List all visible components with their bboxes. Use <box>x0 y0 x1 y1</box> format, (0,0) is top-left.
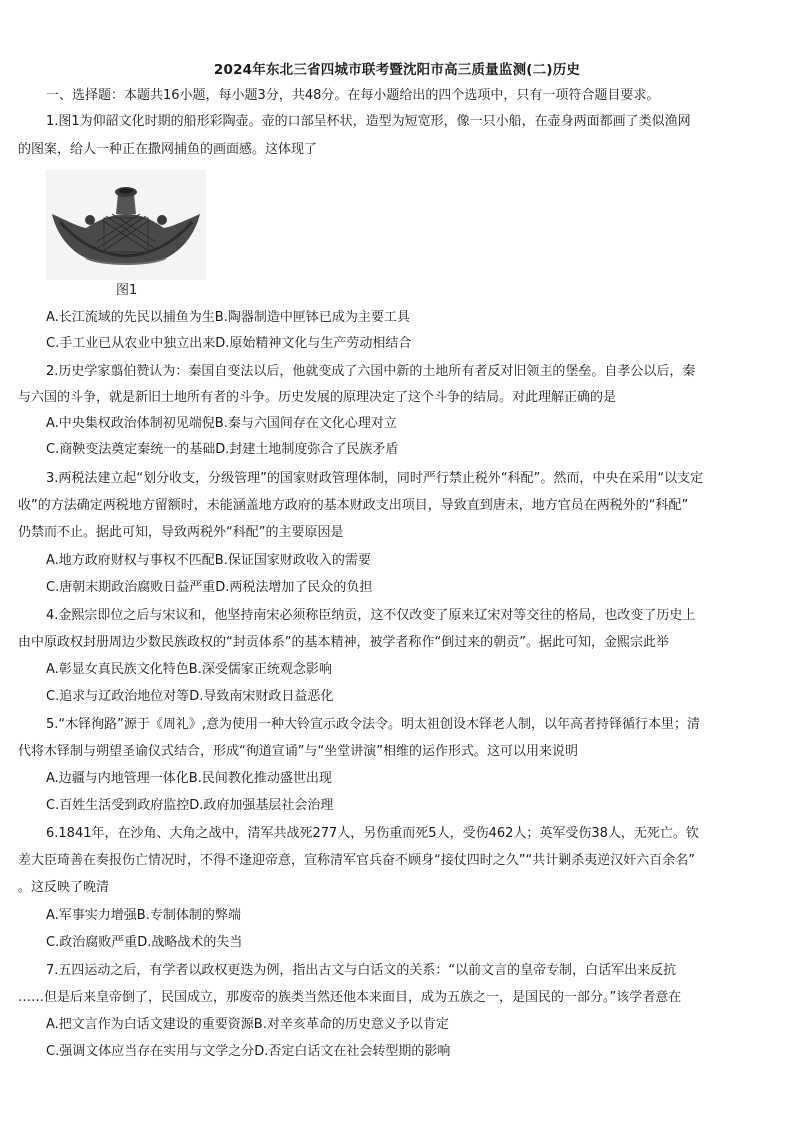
question-4-options-cd: C.追求与辽政治地位对等D.导致南宋财政日益恶化 <box>46 689 334 704</box>
question-7-options-ab: A.把文言作为白话文建设的重要资源B.对辛亥革命的历史意义予以肯定 <box>46 1017 449 1032</box>
question-1-options-cd: C.手工业已从农业中独立出来D.原始精神文化与生产劳动相结合 <box>46 336 412 351</box>
question-6-stem-line-2: 差大臣琦善在奏报伤亡情况时，不得不逢迎帝意，宣称清军官兵奋不顾身“接仗四时之久”“共计剿杀夷逆汉奸六百余名” <box>18 853 695 868</box>
boat-shaped-pottery-pot-image <box>46 170 206 280</box>
question-4-stem-line-2: 由中原政权封册周边少数民族政权的“封贡体系”的基本精神，被学者称作“倒过来的朝贡”。据此可知，金熙宗此举 <box>18 635 669 650</box>
question-3-options-ab: A.地方政府财权与事权不匹配B.保证国家财政收入的需要 <box>46 553 371 568</box>
question-3-stem-line-1: 3.两税法建立起“划分收支，分级管理”的国家财政管理体制，同时严行禁止税外“科配”。然而，中央在采用“以支定 <box>46 471 704 486</box>
question-7-stem-line-2: ……但是后来皇帝倒了，民国成立，那废帝的族类当然还他本来面目，成为五族之一，是国民的一部分。”该学者意在 <box>18 990 682 1005</box>
question-5-stem-line-2: 代将木铎制与朔望圣谕仪式结合，形成“徇道宣诵”与“坐堂讲演”相维的运作形式。这可以用来说明 <box>18 744 578 759</box>
question-5-stem-line-1: 5.“木铎徇路”源于《周礼》,意为使用一种大铃宣示政令法令。明太祖创设木铎老人制，以年高者持铎循行本里；清 <box>46 717 701 732</box>
question-2-options-ab: A.中央集权政治体制初见端倪B.秦与六国间存在文化心理对立 <box>46 416 397 431</box>
figure-caption: 图1 <box>116 283 138 298</box>
question-6-options-ab: A.军事实力增强B.专制体制的弊端 <box>46 908 241 923</box>
question-6-stem-line-3: 。这反映了晚清 <box>18 880 110 895</box>
question-6-stem-line-1: 6.1841年，在沙角、大角之战中，清军共战死277人，另伤重而死5人，受伤462人；英军受伤38人，无死亡。钦 <box>46 826 699 841</box>
question-1-stem-line-1: 1.图1为仰韶文化时期的船形彩陶壶。壶的口部呈杯状，造型为短宽形，像一只小船，在壶身两面都画了类似渔网 <box>46 114 691 129</box>
question-5-options-ab: A.边疆与内地管理一体化B.民间教化推动盛世出现 <box>46 771 332 786</box>
question-2-stem-line-2: 与六国的斗争，就是新旧土地所有者的斗争。历史发展的原理决定了这个斗争的结局。对此理解正确的是 <box>18 390 617 405</box>
question-4-stem-line-1: 4.金熙宗即位之后与宋议和，他坚持南宋必须称臣纳贡，这不仅改变了原来辽宋对等交往的格局，也改变了历史上 <box>46 608 696 623</box>
question-3-options-cd: C.唐朝末期政治腐败日益严重D.两税法增加了民众的负担 <box>46 580 373 595</box>
question-1-options-ab: A.长江流域的先民以捕鱼为生B.陶器制造中匣钵已成为主要工具 <box>46 310 410 325</box>
question-1-stem-line-2: 的图案，给人一种正在撒网捕鱼的画面感。这体现了 <box>18 142 318 157</box>
question-4-options-ab: A.彰显女真民族文化特色B.深受儒家正统观念影响 <box>46 662 332 677</box>
section-instruction: 一、选择题：本题共16小题，每小题3分，共48分。在每小题给出的四个选项中，只有一项符合题目要求。 <box>46 88 660 103</box>
question-2-stem-line-1: 2.历史学家翦伯赞认为：秦国自变法以后，他就变成了六国中新的土地所有者反对旧领主的堡垒。自孝公以后，秦 <box>46 364 696 379</box>
question-3-stem-line-2: 收”的方法确定两税地方留额时，未能涵盖地方政府的基本财政支出项目，导致直到唐末，地方官员在两税外的“科配” <box>18 498 689 513</box>
question-7-options-cd: C.强调文体应当存在实用与文学之分D.否定白话文在社会转型期的影响 <box>46 1044 451 1059</box>
question-6-options-cd: C.政治腐败严重D.战略战术的失当 <box>46 935 243 950</box>
question-7-stem-line-1: 7.五四运动之后，有学者以政权更迭为例，指出古文与白话文的关系：“以前文言的皇帝专制，白话军出来反抗 <box>46 963 677 978</box>
question-3-stem-line-3: 仍禁而不止。据此可知，导致两税外“科配”的主要原因是 <box>18 525 344 540</box>
question-5-options-cd: C.百姓生活受到政府监控D.政府加强基层社会治理 <box>46 798 334 813</box>
exam-title: 2024年东北三省四城市联考暨沈阳市高三质量监测(二)历史 <box>213 62 581 78</box>
question-2-options-cd: C.商鞅变法奠定秦统一的基础D.封建土地制度弥合了民族矛盾 <box>46 442 399 457</box>
